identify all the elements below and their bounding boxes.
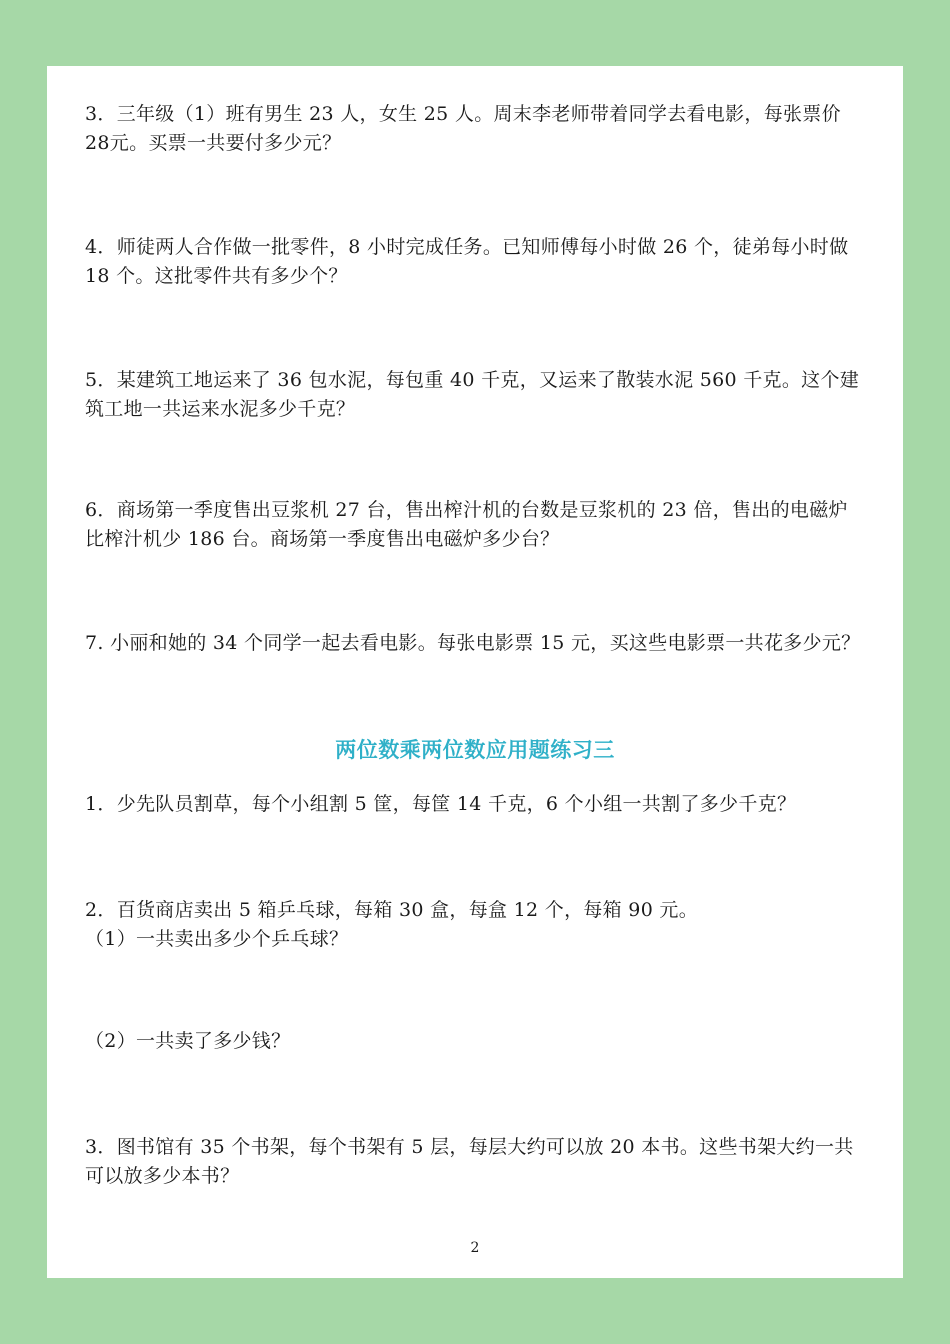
question-5-line-2: 筑工地一共运来水泥多少千克？: [85, 398, 356, 420]
exercise-3-question-1: [85, 790, 875, 819]
question-5-line-1: 5．某建筑工地运来了 36 包水泥，每包重 40 千克，又运来了散装水泥 560 千克。这个建: [85, 369, 860, 391]
question-6: [85, 496, 875, 554]
page-number: 2: [470, 1240, 480, 1256]
question-6-line-1: 6．商场第一季度售出豆浆机 27 台，售出榨汁机的台数是豆浆机的 23 倍，售出的电磁炉: [85, 499, 848, 521]
question-7: [85, 629, 875, 658]
question-7-line-1: 7. 小丽和她的 34 个同学一起去看电影。每张电影票 15 元，买这些电影票一共花多少元？: [85, 632, 861, 654]
exercise-3-question-3-line-2: 可以放多少本书？: [85, 1165, 240, 1187]
exercise-3-question-2-sub-1: （1）一共卖出多少个乒乓球？: [85, 928, 349, 950]
exercise-3-question-3-line-1: 3．图书馆有 35 个书架，每个书架有 5 层，每层大约可以放 20 本书。这些书架大约一共: [85, 1136, 854, 1158]
question-6-line-2: 比榨汁机少 186 台。商场第一季度售出电磁炉多少台？: [85, 528, 560, 550]
question-4-line-2: 18 个。这批零件共有多少个？: [85, 265, 348, 287]
exercise-3-question-3: [85, 1133, 875, 1191]
exercise-3-question-2: [85, 896, 875, 954]
question-4-line-1: 4．师徒两人合作做一批零件，8 小时完成任务。已知师傅每小时做 26 个，徒弟每小时做: [85, 236, 849, 258]
exercise-3-question-2-part-2: [85, 1027, 875, 1056]
question-3-line-2: 28元。买票一共要付多少元？: [85, 132, 342, 154]
exercise-3-question-2-line-1: 2．百货商店卖出 5 箱乒乓球，每箱 30 盒，每盒 12 个，每箱 90 元。: [85, 899, 699, 921]
exercise-3-question-2-sub-2: （2）一共卖了多少钱？: [85, 1030, 291, 1052]
question-4: [85, 233, 875, 291]
question-3-line-1: 3．三年级（1）班有男生 23 人，女生 25 人。周末李老师带着同学去看电影，每张票价: [85, 103, 841, 125]
exercise-3-question-1-line-1: 1．少先队员割草，每个小组割 5 筐，每筐 14 千克，6 个小组一共割了多少千克？: [85, 793, 797, 815]
question-5: [85, 366, 875, 424]
section-title: 两位数乘两位数应用题练习三: [335, 737, 615, 762]
worksheet-page: [47, 66, 903, 1278]
question-3: [85, 100, 875, 158]
